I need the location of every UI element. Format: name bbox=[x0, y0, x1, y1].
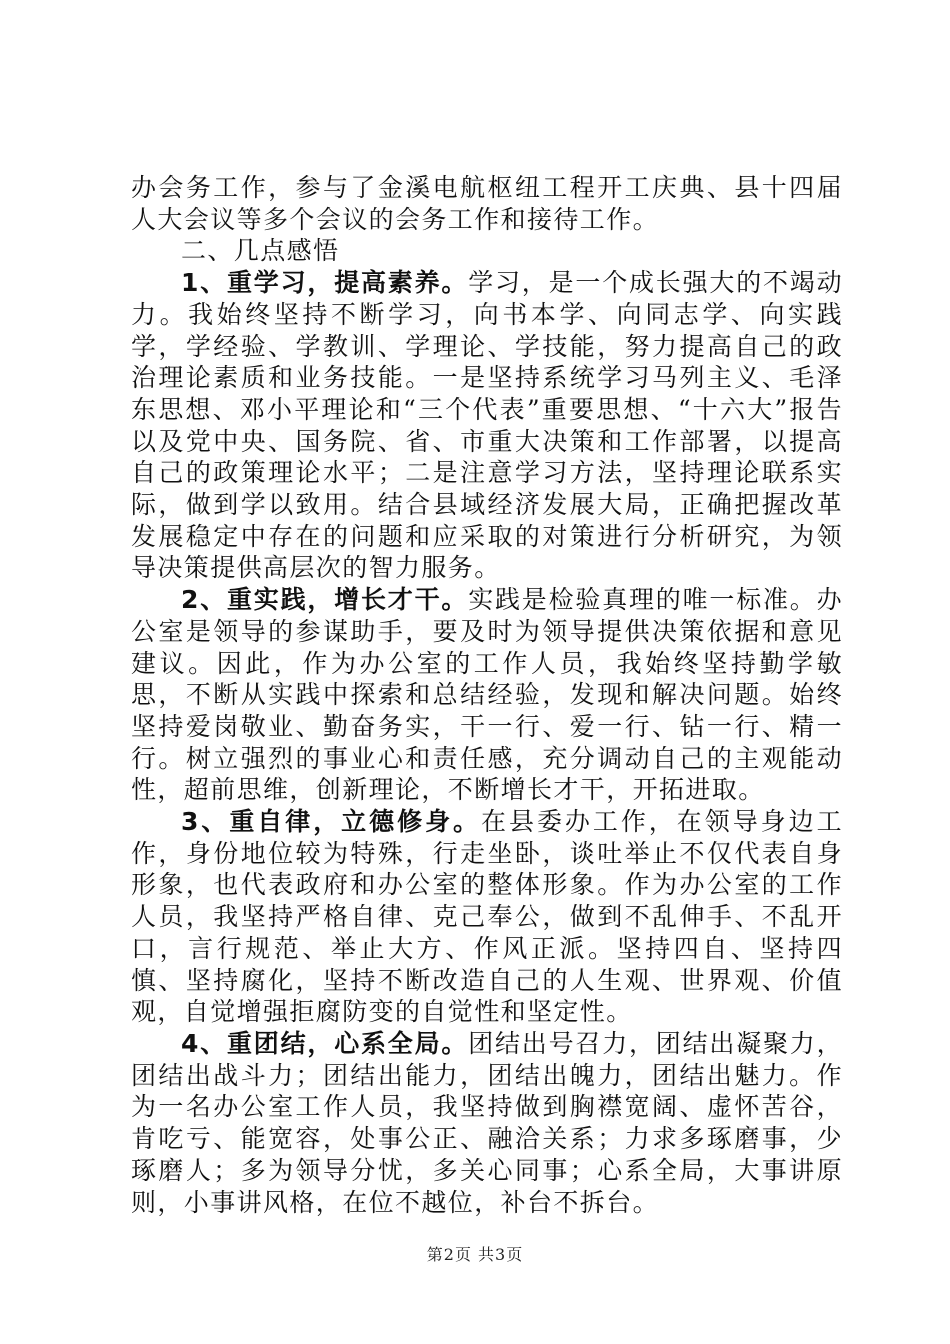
paragraph-self-discipline bbox=[131, 806, 843, 1028]
paragraph-heading: 3、重自律，立德修身。 bbox=[181, 807, 482, 837]
paragraph-text: 在县委办工作，在领导身边工作，身份地位较为特殊，行走坐卧，谈吐举止不仅代表自身形象，也代表政府和办公室的整体形象。作为办公室的工作人员，我坚持严格自律、克己奉公，做到不乱伸手、不乱开口，言行规范、举止大方、作风正派。坚持四自、坚持四慎、坚持腐化，坚持不断改造自己的人生观、世界观、价值观，自觉增强拒腐防变的自觉性和坚定性。 bbox=[131, 807, 843, 1027]
paragraph-heading: 4、重团结，心系全局。 bbox=[181, 1028, 469, 1058]
paragraph-study bbox=[131, 267, 843, 584]
paragraph-text: 实践是检验真理的唯一标准。办公室是领导的参谋助手，要及时为领导提供决策依据和意见建议。因此，作为办公室的工作人员，我始终坚持勤学敏思，不断从实践中探索和总结经验，发现和解决问题。始终坚持爱岗敬业、勤奋务实，干一行、爱一行、钻一行、精一行。树立强烈的事业心和责任感，充分调动自己的主观能动性，超前思维，创新理论，不断增长才干，开拓进取。 bbox=[131, 585, 844, 805]
section-heading-insights bbox=[131, 235, 843, 267]
section-heading-text: 二、几点感悟 bbox=[181, 236, 340, 266]
paragraph-heading: 2、重实践，增长才干。 bbox=[181, 585, 469, 615]
document-body bbox=[131, 172, 843, 1218]
paragraph-text: 办会务工作，参与了金溪电航枢纽工程开工庆典、县十四届人大会议等多个会议的会务工作和接待工作。 bbox=[131, 173, 843, 234]
paragraph-practice bbox=[131, 584, 843, 806]
page-number-footer: 第2页 共3页 bbox=[426, 1245, 524, 1264]
paragraph-meeting-work bbox=[131, 172, 843, 235]
paragraph-text: 团结出号召力，团结出凝聚力，团结出战斗力；团结出能力，团结出魄力，团结出魅力。作为一名办公室工作人员，我坚持做到胸襟宽阔、虚怀苦谷，肯吃亏、能宽容，处事公正、融洽关系；力求多琢磨事，少琢磨人；多为领导分忧，多关心同事；心系全局，大事讲原则，小事讲风格，在位不越位，补台不拆台。 bbox=[131, 1028, 844, 1217]
paragraph-unity bbox=[131, 1028, 843, 1218]
paragraph-heading: 1、重学习，提高素养。 bbox=[181, 268, 469, 298]
paragraph-text: 学习，是一个成长强大的不竭动力。我始终坚持不断学习，向书本学、向同志学、向实践学，学经验、学教训、学理论、学技能，努力提高自己的政治理论素质和业务技能。一是坚持系统学习马列主义、毛泽东思想、邓小平理论和“三个代表”重要思想、“十六大”报告以及党中央、国务院、省、市重大决策和工作部署，以提高自己的政策理论水平；二是注意学习方法，坚持理论联系实际，做到学以致用。结合县域经济发展大局，正确把握改革发展稳定中存在的问题和应采取的对策进行分析研究，为领导决策提供高层次的智力服务。 bbox=[131, 268, 844, 583]
